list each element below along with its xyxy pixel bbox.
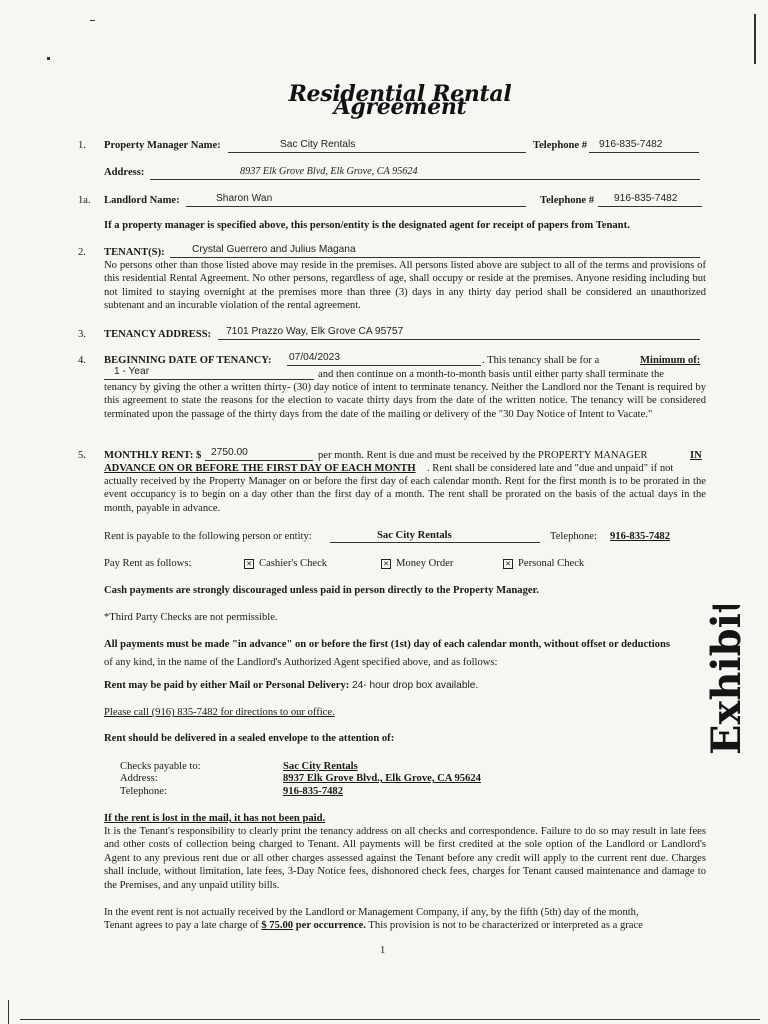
section-number: 2.: [78, 247, 86, 258]
proration-paragraph: actually received by the Property Manager on or before the first day of each calendar month. Rent for the first month is to be prorated in the event occupancy is to begin on a day other than the first day of a month. The rent shall be prorated on the basis of the actual days in the month, payable in advance.: [104, 476, 706, 514]
checked-box-icon: ✕: [503, 559, 513, 569]
section-number: 5.: [78, 450, 86, 461]
designated-agent-note: If a property manager is specified above, this person/entity is the designated agent for receipt of papers from Tenant.: [104, 220, 630, 231]
landlord-name-value: Sharon Wan: [216, 193, 273, 204]
checked-box-icon: ✕: [244, 559, 254, 569]
tenants-field: [170, 244, 700, 258]
directions-note: Please call (916) 835-7482 for directions to our office.: [104, 707, 335, 718]
payable-to-value: Sac City Rentals: [377, 530, 452, 541]
monthly-rent-value: 2750.00: [211, 447, 248, 458]
mail-address-label: Address:: [120, 773, 158, 784]
document-title: Residential Rental Agreement: [288, 81, 512, 121]
tenants-label: TENANT(S):: [104, 247, 165, 258]
minimum-term-value: 1 - Year: [114, 366, 150, 377]
telephone-field: [589, 138, 699, 153]
landlord-name-field: [186, 192, 526, 207]
landlord-name-label: Landlord Name:: [104, 195, 180, 206]
late-charge-line-2: Tenant agrees to pay a late charge of $ 75.00 per occurrence. This provision is not to be characterized or interpreted as a grace: [104, 920, 643, 931]
occupancy-paragraph: No persons other than those listed above may reside in the premises. All persons listed above are subject to all of the terms and provisions of this residential Rental Agreement. No other persons, regardless of age, shall occupy or reside at the premises. Anyone residing including but not limited to staying overnight at the premises more than three (3) days in any thirty day period shall be considered an unauthorized subtenant and an incurable violation of the rental agreement.: [104, 260, 706, 312]
tenants-value: Crystal Guerrero and Julius Magana: [192, 244, 356, 255]
scan-speck: [47, 57, 50, 60]
section-number: 1a.: [78, 195, 91, 206]
tenancy-address-label: TENANCY ADDRESS:: [104, 329, 212, 340]
advance-payment-bold: All payments must be made "in advance" on or before the first (1st) day of each calendar month, without offset or deductions: [104, 639, 670, 650]
monthly-rent-field: [205, 447, 313, 461]
personal-check-option: ✕ Personal Check: [503, 557, 584, 570]
money-order-option: ✕ Money Order: [381, 557, 453, 570]
scan-edge-mark: [8, 1000, 9, 1024]
payment-credit-paragraph: It is the Tenant's responsibility to clearly print the tenancy address on all checks and correspondence. Failure to do so may result in late fees and other costs of collection being charged to Tenant. All payments will be first credited at the sole option of the Landlord or Landlord's Agent to any previous rent due or all other charges assessed against the Tenant before any credit will apply to the current rent due. Charges shall include, without limitation, late fees, 3-Day Notice fees, dishonored check fees, charges for Tenant caused maintenance and damage to the Premises, and any unpaid utility bills.: [104, 826, 706, 891]
tenancy-term-text: . This tenancy shall be for a: [482, 355, 600, 366]
minimum-term-field: [104, 366, 314, 380]
late-fee-value: $ 75.00: [261, 920, 294, 931]
tenancy-address-value: 7101 Prazzo Way, Elk Grove CA 95757: [226, 326, 404, 337]
late-charge-line: In the event rent is not actually received by the Landlord or Management Company, if any, by the fifth (5th) day of the month,: [104, 907, 639, 918]
termination-paragraph: tenancy by giving the other a written thirty- (30) day notice of intent to terminate tenancy. Neither the Landlord nor the Tenant is required by this agreement to state the reasons for the election to vacate thirty days from the date of the written notice. The tenancy will be considered terminated upon the passage of the thirty days from the date of the mailing or delivery of the "30 Day Notice of Intent to Vacate.": [104, 382, 706, 420]
monthly-rent-label: MONTHLY RENT: $: [104, 450, 202, 461]
delivery-method: Rent may be paid by either Mail or Personal Delivery: 24- hour drop box available.: [104, 680, 479, 691]
advance-payment-rest: of any kind, in the name of the Landlord's Authorized Agent specified above, and as follows:: [104, 657, 498, 668]
exhibit-handwriting-icon: [700, 605, 768, 755]
address-value: 8937 Elk Grove Blvd, Elk Grove, CA 95624: [240, 166, 418, 177]
page-number: 1: [380, 945, 386, 956]
address-field: [150, 165, 700, 180]
section-number: 1.: [78, 140, 86, 151]
minimum-label: Minimum of:: [640, 355, 701, 366]
late-unpaid-text: . Rent shall be considered late and "due and unpaid" if not: [427, 463, 674, 474]
telephone-label: Telephone #: [533, 140, 588, 151]
property-manager-field: [228, 138, 526, 153]
landlord-telephone-value: 916-835-7482: [614, 193, 678, 204]
scan-speck: [90, 20, 95, 21]
payable-telephone-label: Telephone:: [550, 531, 597, 542]
checks-payable-label: Checks payable to:: [120, 761, 201, 772]
mail-address-value: 8937 Elk Grove Blvd., Elk Grove, CA 95624: [283, 773, 481, 784]
section-number: 3.: [78, 329, 86, 340]
checked-box-icon: ✕: [381, 559, 391, 569]
rent-due-text: per month. Rent is due and must be received by the PROPERTY MANAGER: [318, 450, 648, 461]
in-advance-text: IN: [690, 450, 702, 461]
tenancy-address-field: [218, 326, 700, 340]
cashiers-check-option: ✕ Cashier's Check: [244, 557, 327, 570]
third-party-note: *Third Party Checks are not permissible.: [104, 612, 278, 623]
month-to-month-text: and then continue on a month-to-month basis until either party shall terminate the: [318, 369, 664, 380]
beginning-date-field: [287, 352, 481, 366]
scan-edge-mark: [754, 14, 756, 64]
section-number: 4.: [78, 355, 86, 366]
sealed-envelope-note: Rent should be delivered in a sealed envelope to the attention of:: [104, 733, 395, 744]
beginning-date-label: BEGINNING DATE OF TENANCY:: [104, 355, 272, 366]
payable-to-field: [330, 529, 540, 543]
property-manager-value: Sac City Rentals: [280, 139, 356, 150]
property-manager-label: Property Manager Name:: [104, 140, 221, 151]
mail-telephone-label: Telephone:: [120, 786, 167, 797]
checks-payable-value: Sac City Rentals: [283, 761, 358, 772]
advance-first-day-text: ADVANCE ON OR BEFORE THE FIRST DAY OF EACH MONTH: [104, 463, 416, 474]
svg-text:Exhibit 1: Exhibit 1: [703, 605, 750, 755]
cash-payment-note: Cash payments are strongly discouraged unless paid in person directly to the Property Manager.: [104, 585, 539, 596]
mail-telephone-value: 916-835-7482: [283, 786, 344, 797]
scan-edge-mark: [20, 1019, 760, 1020]
pay-rent-label: Pay Rent as follows:: [104, 558, 192, 569]
payable-to-label: Rent is payable to the following person or entity:: [104, 531, 312, 542]
lost-in-mail-heading: If the rent is lost in the mail, it has not been paid.: [104, 813, 326, 824]
landlord-telephone-label: Telephone #: [540, 195, 595, 206]
landlord-telephone-field: [598, 192, 702, 207]
payable-telephone-value: 916-835-7482: [610, 531, 671, 542]
exhibit-stamp: [700, 605, 768, 755]
beginning-date-value: 07/04/2023: [289, 352, 340, 363]
telephone-value: 916-835-7482: [599, 139, 663, 150]
address-label: Address:: [104, 167, 145, 178]
